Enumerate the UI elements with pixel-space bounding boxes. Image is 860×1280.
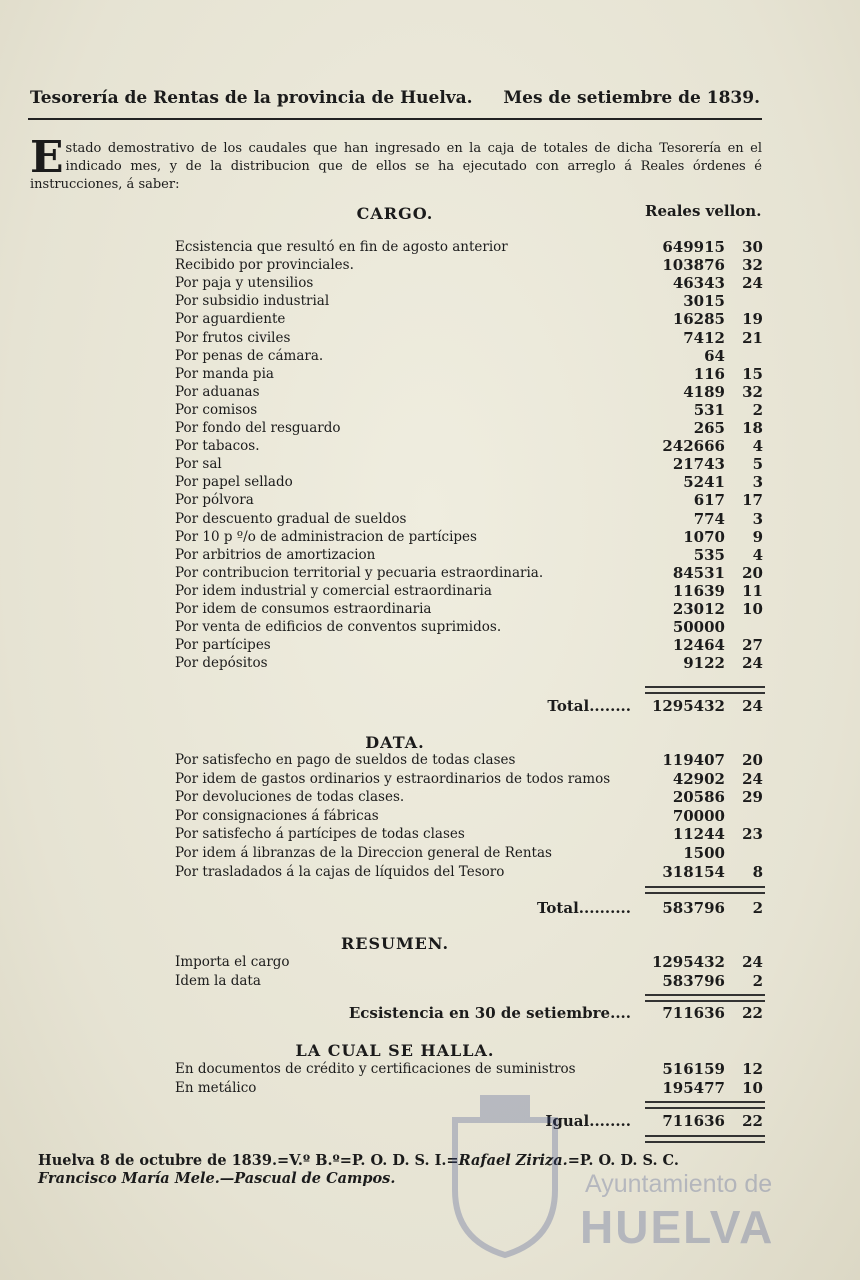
cargo-total-fraction: 24	[742, 697, 763, 715]
page-header	[30, 88, 760, 112]
cargo-row-fraction: 4	[752, 545, 763, 564]
cargo-row-fraction: 24	[742, 654, 763, 673]
cargo-row	[175, 383, 763, 401]
cargo-row-fraction: 11	[742, 581, 763, 600]
cargo-row	[175, 636, 763, 654]
cargo-row	[175, 473, 763, 491]
cargo-row-label: Por sal	[175, 456, 222, 473]
double-rule	[645, 886, 765, 894]
cargo-row-value: 12464	[672, 636, 725, 655]
cargo-total-label: Total........	[547, 697, 631, 715]
footer-pods: =P. O. D. S. C.	[567, 1152, 679, 1169]
cargo-title: CARGO.	[356, 204, 434, 223]
data-total-label: Total..........	[536, 899, 631, 917]
cargo-row-fraction: 30	[742, 238, 763, 256]
cargo-row-fraction: 24	[742, 274, 763, 293]
cargo-row-value: 116	[693, 364, 725, 383]
data-row-value: 318154	[662, 862, 725, 881]
data-row-fraction: 29	[742, 788, 763, 807]
watermark	[440, 1080, 780, 1270]
cargo-row	[175, 365, 763, 383]
cargo-row-value: 617	[693, 491, 725, 510]
cargo-row-fraction: 19	[742, 310, 763, 329]
cargo-row-value: 64	[704, 346, 725, 365]
cargo-row-value: 46343	[672, 274, 725, 293]
header-date: Mes de setiembre de 1839.	[503, 88, 760, 108]
cargo-row-fraction: 32	[742, 382, 763, 401]
resumen-row-fraction: 24	[742, 953, 763, 971]
cargo-row-label: Por arbitrios de amortizacion	[175, 546, 376, 563]
data-row	[175, 770, 763, 788]
halla-row-label: En metálico	[175, 1080, 257, 1096]
cargo-row-fraction: 32	[742, 256, 763, 275]
data-row-fraction: 23	[742, 825, 763, 844]
cargo-row-fraction: 4	[752, 437, 763, 456]
data-row-label: Por idem á libranzas de la Direccion general de Rentas	[175, 845, 552, 861]
cargo-row-value: 11639	[672, 581, 725, 600]
data-total-fraction: 2	[752, 899, 763, 917]
cargo-row	[175, 238, 763, 256]
halla-row-value: 516159	[662, 1060, 725, 1078]
resumen-row-fraction: 2	[752, 971, 763, 990]
data-row-fraction: 20	[742, 751, 763, 769]
cargo-row-fraction: 3	[752, 473, 763, 492]
cargo-row-label: Por partícipes	[175, 637, 271, 654]
cargo-row-label: Por manda pia	[175, 365, 274, 382]
cargo-row-value: 23012	[672, 600, 725, 618]
data-row-value: 20586	[672, 788, 725, 807]
cargo-total-value: 1295432	[651, 697, 725, 715]
footer-date: Huelva 8 de octubre de 1839.=V.º B.º=P. O. D. S. I.=	[38, 1152, 459, 1169]
cargo-row-value: 3015	[683, 292, 725, 311]
cargo-row	[175, 347, 763, 365]
cargo-row-value: 5241	[683, 473, 725, 492]
cargo-row-fraction: 10	[742, 600, 763, 618]
resumen-row-label: Importa el cargo	[175, 954, 290, 970]
watermark-line2: HUELVA	[580, 1201, 775, 1253]
data-row-value: 70000	[672, 806, 725, 825]
halla-total-value: 711636	[662, 1112, 725, 1130]
cargo-row-fraction: 3	[752, 509, 763, 528]
cargo-row	[175, 582, 763, 600]
cargo-row-label: Por contribucion territorial y pecuaria estraordinaria.	[175, 564, 544, 581]
data-total-value: 583796	[662, 899, 725, 917]
cargo-row-label: Por pólvora	[175, 492, 254, 509]
intro-text: stado demostrativo de los caudales que han ingresado en la caja de totales de dicha Tesorería en el indicado mes, y de la distribucion que de ellos se ha ejecutado con arreglo á Reales órdenes é instrucciones, á saber:	[30, 141, 762, 192]
cargo-row-value: 7412	[683, 328, 725, 347]
resumen-total	[175, 1004, 763, 1024]
cargo-row-value: 531	[693, 400, 725, 419]
data-row	[175, 863, 763, 881]
cargo-row	[175, 618, 763, 636]
cargo-row	[175, 292, 763, 310]
cargo-row-label: Por penas de cámara.	[175, 347, 324, 364]
double-rule	[645, 994, 765, 1002]
cargo-row-value: 9122	[683, 654, 725, 673]
cargo-row-value: 103876	[662, 256, 725, 275]
double-rule	[645, 686, 765, 694]
signature-ziriza: Rafael Ziriza.	[458, 1152, 568, 1169]
column-header: Reales vellon.	[645, 202, 762, 220]
data-row-value: 119407	[662, 751, 725, 769]
resumen-row-value: 1295432	[651, 953, 725, 971]
resumen-total-fraction: 22	[742, 1004, 763, 1022]
header-title: Tesorería de Rentas de la provincia de Huelva.	[30, 88, 473, 108]
cargo-row-value: 4189	[683, 382, 725, 401]
cargo-row-fraction: 5	[752, 455, 763, 474]
resumen-row	[175, 972, 763, 990]
halla-row-value: 195477	[662, 1079, 725, 1097]
cargo-row-label: Por aguardiente	[175, 311, 286, 328]
data-row-fraction: 24	[742, 769, 763, 788]
cargo-row-label: Por papel sellado	[175, 474, 293, 491]
data-row	[175, 751, 763, 769]
cargo-row-label: Por tabacos.	[175, 438, 260, 455]
resumen-row-label: Idem la data	[175, 972, 261, 989]
cargo-row-value: 774	[693, 509, 725, 528]
data-row-label: Por satisfecho á partícipes de todas clases	[175, 826, 465, 843]
cargo-row-value: 265	[693, 419, 725, 437]
cargo-row-fraction: 20	[742, 563, 763, 582]
cargo-row-label: Por idem industrial y comercial estraordinaria	[175, 582, 492, 599]
cargo-row	[175, 654, 763, 672]
cargo-row-value: 242666	[662, 437, 725, 456]
cargo-row	[175, 310, 763, 328]
cargo-row-label: Por fondo del resguardo	[175, 420, 341, 436]
cargo-row-fraction: 9	[752, 527, 763, 546]
halla-total-fraction: 22	[742, 1112, 763, 1130]
halla-total-label: Igual........	[545, 1112, 631, 1130]
data-row	[175, 844, 763, 862]
data-row-value: 1500	[683, 844, 725, 862]
halla-row	[175, 1060, 763, 1078]
data-row	[175, 825, 763, 843]
cargo-row	[175, 564, 763, 582]
cargo-row-value: 535	[693, 545, 725, 564]
cargo-total	[175, 697, 763, 717]
cargo-row-fraction: 21	[742, 328, 763, 347]
cargo-row	[175, 437, 763, 455]
cargo-row-label: Por depósitos	[175, 655, 268, 672]
cargo-row-label: Por paja y utensilios	[175, 275, 314, 292]
drop-cap: E	[30, 132, 64, 183]
data-row-fraction: 8	[752, 862, 763, 881]
data-row-label: Por trasladados á la cajas de líquidos del Tesoro	[175, 863, 505, 880]
data-row	[175, 788, 763, 806]
cargo-row	[175, 274, 763, 292]
intro-paragraph	[30, 132, 762, 194]
cargo-row-value: 50000	[672, 618, 725, 637]
cargo-row-value: 21743	[672, 455, 725, 474]
cargo-row-value: 84531	[672, 563, 725, 582]
cargo-row	[175, 546, 763, 564]
watermark-line1: Ayuntamiento de	[585, 1170, 773, 1198]
cargo-row	[175, 600, 763, 618]
cargo-row	[175, 510, 763, 528]
cargo-row-label: Por idem de consumos estraordinaria	[175, 601, 432, 617]
resumen-row-value: 583796	[662, 971, 725, 990]
signature-mele-campos: Francisco María Mele.—Pascual de Campos.	[38, 1170, 396, 1187]
cargo-row	[175, 401, 763, 419]
cargo-row-label: Por subsidio industrial	[175, 293, 330, 310]
cargo-row-fraction: 18	[742, 419, 763, 437]
header-rule	[28, 118, 762, 120]
data-total	[175, 899, 763, 919]
data-row-label: Por idem de gastos ordinarios y estraordinarios de todos ramos	[175, 770, 611, 787]
coat-of-arms-icon	[440, 1090, 570, 1260]
cargo-row	[175, 455, 763, 473]
cargo-row	[175, 419, 763, 437]
cargo-row-label: Por 10 p º/o de administracion de partícipes	[175, 528, 477, 545]
cargo-row-label: Por aduanas	[175, 383, 260, 400]
cargo-row	[175, 528, 763, 546]
data-title: DATA.	[365, 733, 425, 752]
cargo-row-fraction: 15	[742, 364, 763, 383]
data-row-value: 11244	[672, 825, 725, 844]
cargo-row-fraction: 27	[742, 636, 763, 655]
resumen-title: RESUMEN.	[340, 934, 450, 953]
cargo-row-fraction: 17	[742, 491, 763, 510]
data-row-label: Por devoluciones de todas clases.	[175, 789, 405, 806]
resumen-total-value: 711636	[662, 1004, 725, 1022]
cargo-row	[175, 329, 763, 347]
cargo-row-label: Por descuento gradual de sueldos	[175, 510, 407, 527]
data-row-label: Por satisfecho en pago de sueldos de todas clases	[175, 752, 516, 768]
cargo-row-label: Por comisos	[175, 401, 258, 418]
halla-row-fraction: 10	[742, 1079, 763, 1097]
cargo-row-label: Recibido por provinciales.	[175, 257, 354, 274]
halla-row-label: En documentos de crédito y certificaciones de suministros	[175, 1061, 576, 1077]
cargo-row-label: Por frutos civiles	[175, 329, 291, 346]
cargo-row-fraction: 2	[752, 400, 763, 419]
cargo-row-label: Por venta de edificios de conventos suprimidos.	[175, 619, 502, 636]
halla-title: LA CUAL SE HALLA.	[295, 1041, 495, 1060]
cargo-row-value: 16285	[672, 310, 725, 329]
cargo-row	[175, 491, 763, 509]
data-row-value: 42902	[672, 769, 725, 788]
cargo-row	[175, 256, 763, 274]
data-row-label: Por consignaciones á fábricas	[175, 807, 379, 824]
data-row	[175, 807, 763, 825]
halla-row-fraction: 12	[742, 1060, 763, 1078]
resumen-row	[175, 953, 763, 971]
cargo-row-value: 1070	[683, 527, 725, 546]
cargo-row-label: Ecsistencia que resultó en fin de agosto anterior	[175, 239, 508, 255]
cargo-row-value: 649915	[662, 238, 725, 256]
resumen-total-label: Ecsistencia en 30 de setiembre....	[348, 1004, 631, 1022]
